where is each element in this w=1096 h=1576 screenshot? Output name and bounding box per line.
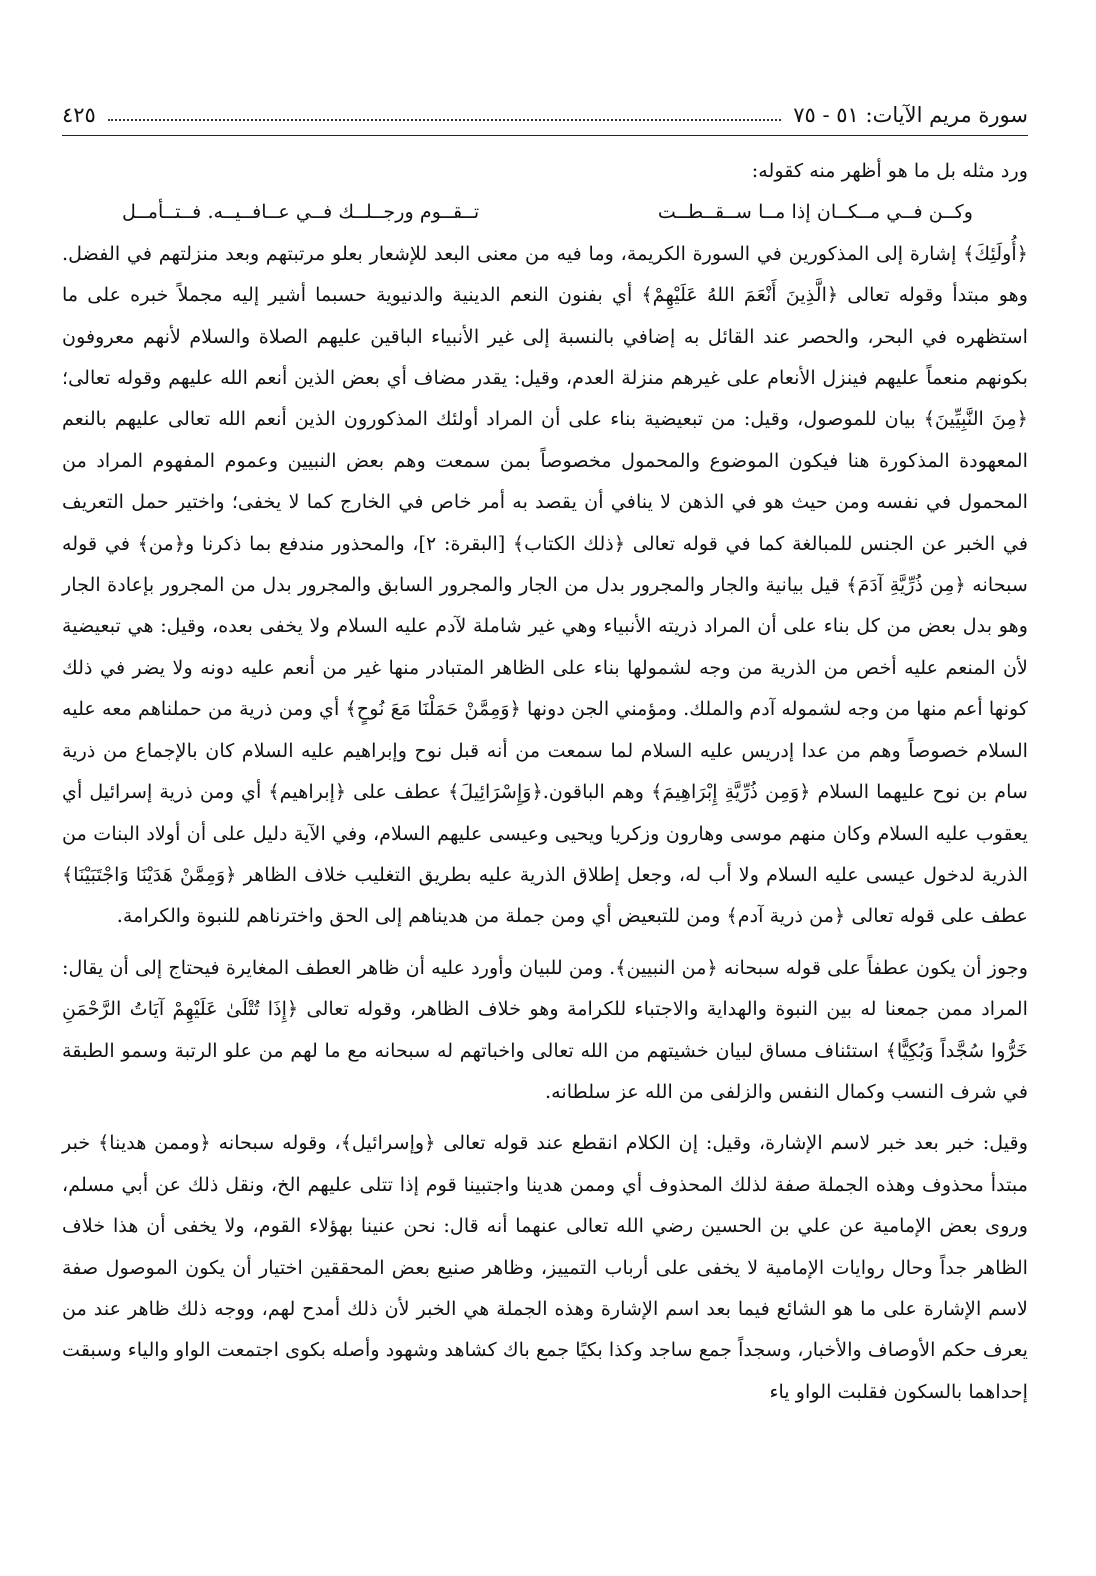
running-header (62, 95, 1028, 135)
paragraph-2: وجوز أن يكون عطفاً على قوله سبحانه ﴿من النبيين﴾. ومن للبيان وأورد عليه أن ظاهر العطف المغايرة فيحتاج إلى أن يقال: المراد ممن جمعنا له بين النبوة والهداية والاجتباء للكرامة وهو خلاف الظاهر، وقوله تعالى ﴿إِذَا تُتْلَىٰ عَلَيْهِمْ آيَاتُ الرَّحْمَنِ خَرُّوا سُجَّداً وَبُكِيًّا﴾ استئناف مساق لبيان خشيتهم من الله تعالى واخباتهم له سبحانه مع ما لهم من علو الرتبة وسمو الطبقة في شرف النسب وكمال النفس والزلفى من الله عز سلطانه. (62, 955, 1028, 1103)
page-body (62, 150, 1028, 1412)
paragraph-1: ﴿أُولَئِكَ﴾ إشارة إلى المذكورين في السورة الكريمة، وما فيه من معنى البعد للإشعار بعلو مرتبتهم وبعد منزلتهم في الفضل. وهو مبتدأ وقوله تعالى ﴿الَّذِينَ أَنْعَمَ اللهُ عَلَيْهِمْ﴾ أي بفنون النعم الدينية والدنيوية حسبما أشير إليه مجملاً خبره على ما استظهره في البحر، والحصر عند القائل به إضافي بالنسبة إلى غير الأنبياء الباقين عليهم الصلاة والسلام لأنهم معروفون بكونهم منعماً عليهم فينزل الأنعام على غيرهم منزلة العدم، وقيل: يقدر مضاف أي بعض الذين أنعم الله عليهم وقوله تعالى؛ ﴿مِنَ النَّبِيِّينَ﴾ بيان للموصول، وقيل: من تبعيضية بناء على أن المراد أولئك المذكورون الذين أنعم الله تعالى عليهم بالنعم المعهودة المذكورة هنا فيكون الموضوع والمحمول مخصوصاً بمن سمعت وهم بعض النبيين وعموم المفهوم المراد من المحمول في نفسه ومن حيث هو في الذهن لا ينافي أن يقصد به أمر خاص في الخارج كما لا يخفى؛ واختير حمل التعريف في الخبر عن الجنس للمبالغة كما في قوله تعالى ﴿ذلك الكتاب﴾ [البقرة: ٢]، والمحذور مندفع بما ذكرنا و﴿من﴾ في قوله سبحانه ﴿مِن ذُرِّيَّةِ آدَمَ﴾ قيل بيانية والجار والمجرور بدل من الجار والمجرور السابق والمجرور بدل من المجرور بإعادة الجار وهو بدل بعض من كل بناء على أن المراد ذريته الأنبياء وهي غير شاملة لآدم عليه السلام ولا يخفى بعده، وقيل: هي تبعيضية لأن المنعم عليه أخص من الذرية من وجه لشمولها بناء على الظاهر المتبادر منها غير من أنعم عليه دونه ولا يضر في ذلك كونها أعم منها من وجه لشموله آدم والملك. ومؤمني الجن دونها ﴿وَمِمَّنْ حَمَلْنَا مَعَ نُوحٍ﴾ أي ومن ذرية من حملناهم معه عليه السلام خصوصاً وهم من عدا إدريس عليه السلام لما سمعت من أنه قبل نوح وإبراهيم عليه السلام كان بالإجماع من ذرية سام بن نوح عليهما السلام ﴿وَمِن ذُرِّيَّةِ إِبْرَاهِيمَ﴾ وهم الباقون.﴿وَإِسْرَائِيلَ﴾ عطف على ﴿إبراهيم﴾ أي ومن ذرية إسرائيل أي يعقوب عليه السلام وكان منهم موسى وهارون وزكريا ويحيى وعيسى عليهم السلام، وفي الآية دليل على أن أولاد البنات من الذرية لدخول عيسى عليه السلام ولا أب له، وجعل إطلاق الذرية عليه بطريق التغليب خلاف الظاهر ﴿وَمِمَّنْ هَدَيْنَا وَاجْتَبَيْنَا﴾ عطف على قوله تعالى ﴿من ذرية آدم﴾ ومن للتبعيض أي ومن جملة من هديناهم إلى الحق واخترناهم للنبوة والكرامة. (62, 241, 1028, 928)
header-title: سورة مريم الآيات: ٥١ - ٧٥ (793, 103, 1028, 127)
paragraph-gap (62, 937, 1028, 947)
poetry-verse (62, 191, 1028, 232)
book-page (62, 0, 1028, 1576)
header-rule (62, 135, 1028, 136)
verse-first-hemistich: وكــن فــي مــكــان إذا مــا ســقــطــت (657, 200, 973, 224)
intro-line: ورد مثله بل ما هو أظهر منه كقوله: (751, 159, 1028, 182)
page-number: ٤٢٥ (62, 103, 96, 127)
verse-second-hemistich: تــقــوم ورجــلــك فــي عــافــيــه. فــتــأمــل (122, 200, 480, 224)
header-leader-dots (108, 109, 781, 121)
paragraph-3: وقيل: خبر بعد خبر لاسم الإشارة، وقيل: إن الكلام انقطع عند قوله تعالى ﴿وإسرائيل﴾، وقوله سبحانه ﴿وممن هدينا﴾ خبر مبتدأ محذوف وهذه الجملة صفة لذلك المحذوف أي وممن هدينا واجتبينا قوم إذا تتلى عليهم الخ، ونقل ذلك عن أبي مسلم، وروى بعض الإمامية عن علي بن الحسين رضي الله تعالى عنهما أنه قال: نحن عنينا بهؤلاء القوم، ولا يخفى أن هذا خلاف الظاهر جداً وحال روايات الإمامية لا يخفى على أرباب التمييز، وظاهر صنيع بعض المحققين اختيار أن يكون الموصول صفة لاسم الإشارة على ما هو الشائع فيما بعد اسم الإشارة وهذه الجملة هي الخبر لأن ذلك أمدح لهم، ووجه ذلك ظاهر عند من يعرف حكم الأوصاف والأخبار، وسجداً جمع ساجد وكذا بكيًا جمع باك كشاهد وشهود وأصله بكوى اجتمعت الواو والياء وسبقت إحداهما بالسكون فقلبت الواو ياء (62, 1131, 1028, 1403)
paragraph-gap (62, 1112, 1028, 1122)
